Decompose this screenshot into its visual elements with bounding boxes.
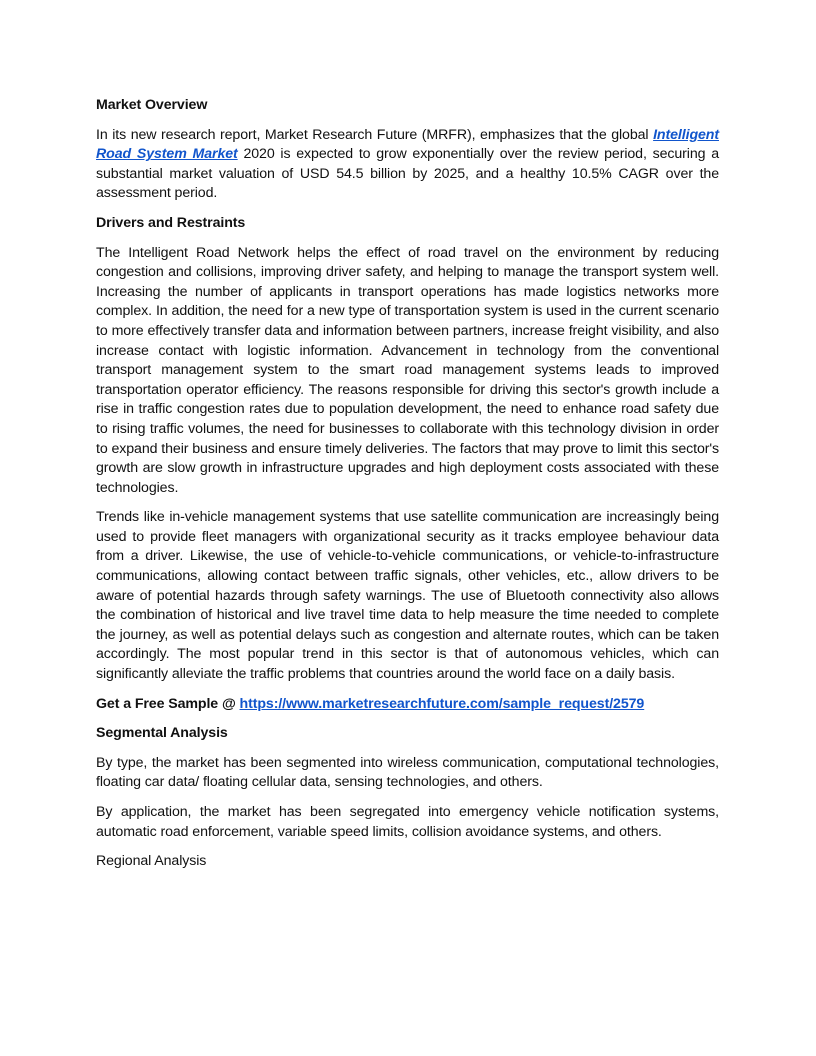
free-sample-line <box>96 695 719 715</box>
segmental-paragraph-1: By type, the market has been segmented into wireless communication, computational technologies, floating car data/ floating cellular data, sensing technologies, and others. <box>96 754 719 791</box>
free-sample-link[interactable]: https://www.marketresearchfuture.com/sample_request/2579 <box>239 695 645 712</box>
intelligent-road-system-market-link[interactable]: Intelligent Road System Market <box>96 126 719 163</box>
free-sample-label: Get a Free Sample @ <box>96 695 240 712</box>
segmental-analysis-heading: Segmental Analysis <box>96 725 228 742</box>
regional-analysis-heading: Regional Analysis <box>96 853 207 870</box>
drivers-restraints-heading: Drivers and Restraints <box>96 214 246 231</box>
segmental-paragraph-2: By application, the market has been segregated into emergency vehicle notification systems, automatic road enforcement, variable speed limits, collision avoidance systems, and others. <box>96 804 719 840</box>
drivers-paragraph-1: The Intelligent Road Network helps the effect of road travel on the environment by reducing congestion and collisions, improving driver safety, and helping to manage the transport system well. Increasing the number of applicants in transport operations has made logistics networks more complex. In addition, the need for a new type of transportation system is used in the current scenario to more effectively transfer data and information between partners, increase freight visibility, and also increase contact with logistic information. Advancement in technology from the conventional transport management system to the smart road management systems leads to improved transportation operator efficiency. The reasons responsible for driving this sector's growth include a rise in traffic congestion rates due to population development, the need to enhance road safety due to rising traffic volumes, the need for businesses to collaborate with this technology division in order to expand their business and ensure timely deliveries. The factors that may prove to limit this sector's growth are slow growth in infrastructure upgrades and high deployment costs associated with these technologies. <box>96 244 719 496</box>
market-overview-heading: Market Overview <box>96 97 208 113</box>
overview-text-before-link: In its new research report, Market Research Future (MRFR), emphasizes that the global <box>96 126 654 143</box>
drivers-paragraph-2: Trends like in-vehicle management systems that use satellite communication are increasingly being used to provide fleet managers with organizational security as it tracks employee behaviour data from a driver. Likewise, the use of vehicle-to-vehicle communications, or vehicle-to-infrastructure communications, allowing contact between traffic signals, other vehicles, etc., allow drivers to be aware of potential hazards through safety warnings. The use of Bluetooth connectivity also allows the combination of historical and live travel time data to help measure the time needed to complete the journey, as well as potential delays such as congestion and alternate routes, which can be taken accordingly. The most popular trend in this sector is that of autonomous vehicles, which can significantly alleviate the traffic problems that countries around the world face on a daily basis. <box>96 509 719 683</box>
overview-text-after-link: 2020 is expected to grow exponentially over the review period, securing a substantial market valuation of USD 54.5 billion by 2025, and a healthy 10.5% CAGR over the assessment period. <box>96 146 719 202</box>
market-overview-paragraph <box>96 126 719 204</box>
document-page <box>96 96 719 872</box>
